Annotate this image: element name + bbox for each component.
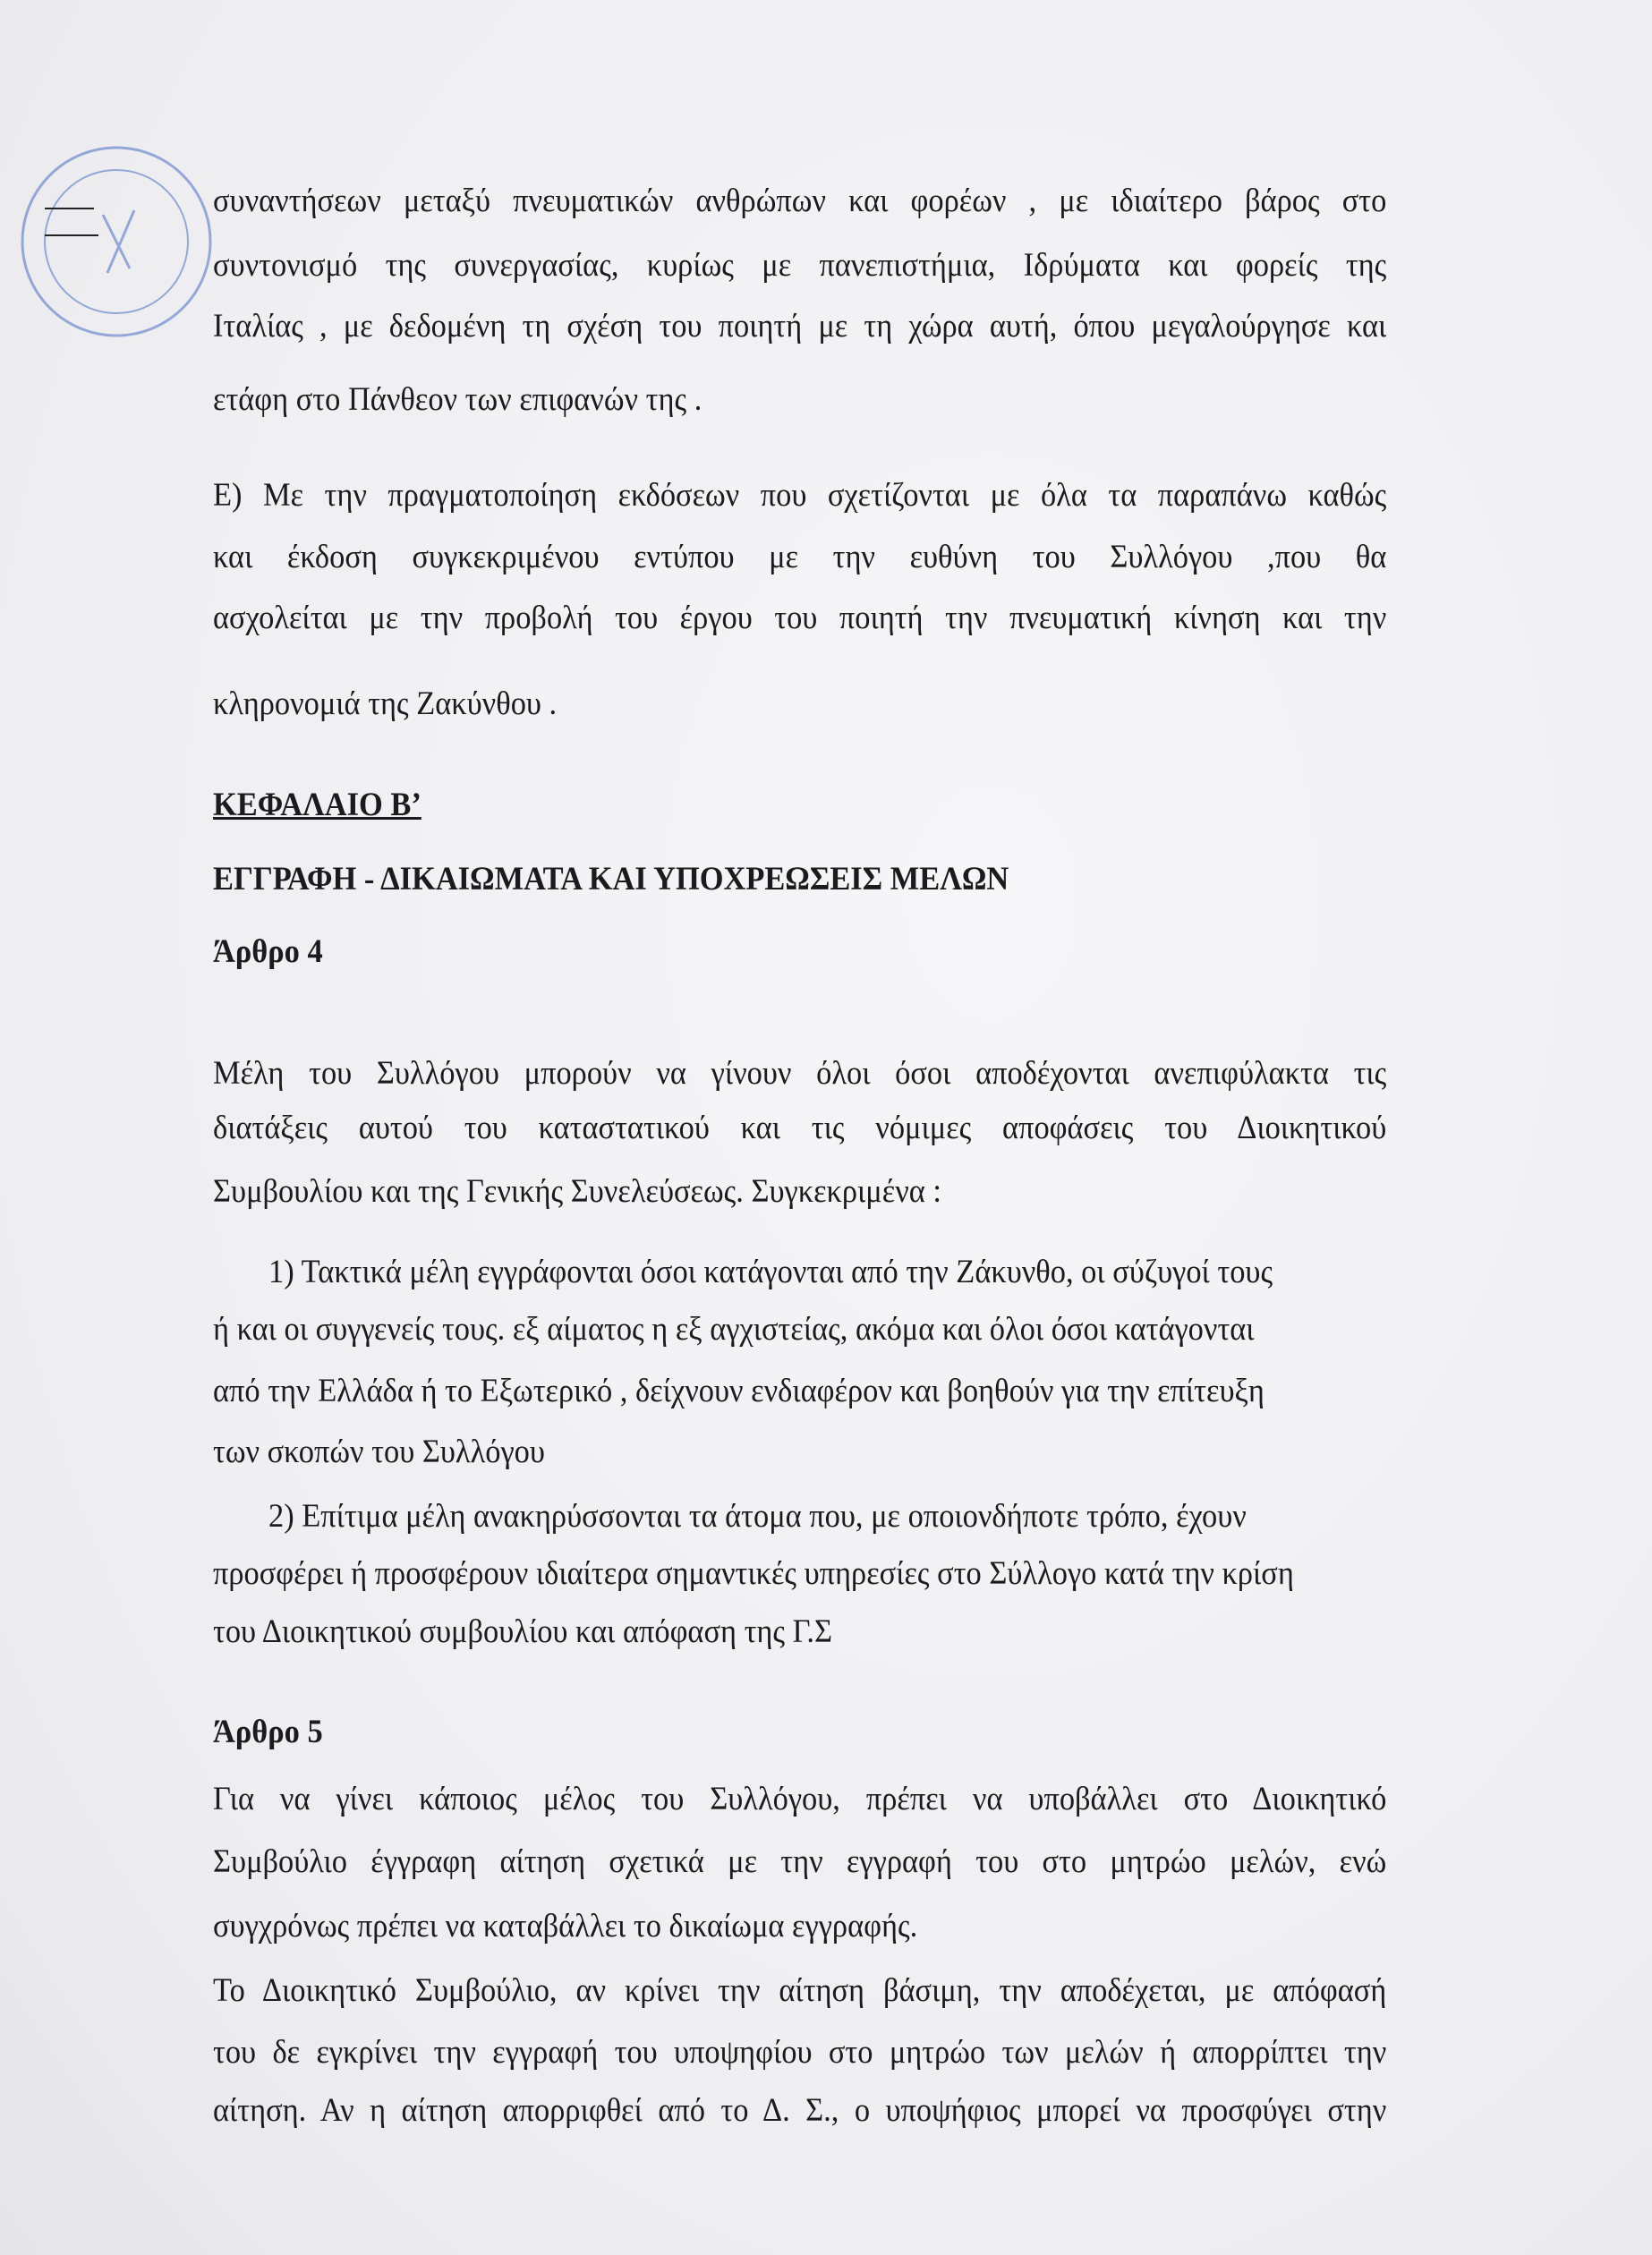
article-line: Συμβούλιο έγγραφη αίτηση σχετικά με την εγγραφή του στο μητρώο μελών, ενώ <box>213 1843 1387 1880</box>
article-line: του δε εγκρίνει την εγγραφή του υποψηφίου στο μητρώο των μελών ή απορρίπτει την <box>213 2034 1387 2071</box>
paragraph-line: κληρονομιά της Ζακύνθου . <box>213 685 558 722</box>
article-line: Μέλη του Συλλόγου μπορούν να γίνουν όλοι όσοι αποδέχονται ανεπιφύλακτα τις <box>213 1055 1387 1092</box>
article-line: ή και οι συγγενείς τους. εξ αίματος η εξ αγχιστείας, ακόμα και όλοι όσοι κατάγονται <box>213 1311 1255 1348</box>
paragraph-line: Ε) Με την πραγματοποίηση εκδόσεων που σχετίζονται με όλα τα παραπάνω καθώς <box>213 477 1387 514</box>
article-line: του Διοικητικού συμβουλίου και απόφαση της Γ.Σ <box>213 1613 833 1650</box>
paragraph-line: και έκδοση συγκεκριμένου εντύπου με την ευθύνη του Συλλόγου ,που θα <box>213 539 1387 575</box>
article-line: προσφέρει ή προσφέρουν ιδιαίτερα σημαντικές υπηρεσίες στο Σύλλογο κατά την κρίση <box>213 1555 1294 1592</box>
article-line: διατάξεις αυτού του καταστατικού και τις νόμιμες αποφάσεις του Διοικητικού <box>213 1110 1387 1146</box>
chapter-title: ΚΕΦΑΛΑΙΟ Β’ <box>213 787 422 823</box>
article-5-heading: Άρθρο 5 <box>213 1714 323 1750</box>
paragraph-line: ασχολείται με την προβολή του έργου του ποιητή την πνευματική κίνηση και την <box>213 600 1387 636</box>
margin-mark <box>45 208 94 209</box>
article-line: Το Διοικητικό Συμβούλιο, αν κρίνει την αίτηση βάσιμη, την αποδέχεται, με απόφασή <box>213 1972 1387 2009</box>
paragraph-line: συντονισμό της συνεργασίας, κυρίως με πανεπιστήμια, Ιδρύματα και φορείς της <box>213 247 1387 284</box>
margin-mark <box>45 234 98 236</box>
article-4-heading: Άρθρο 4 <box>213 933 323 970</box>
article-line: Για να γίνει κάποιος μέλος του Συλλόγου, πρέπει να υποβάλλει στο Διοικητικό <box>213 1781 1387 1817</box>
list-item-1: 1) Τακτικά μέλη εγγράφονται όσοι κατάγονται από την Ζάκυνθο, οι σύζυγοί τους <box>268 1254 1273 1290</box>
paragraph-line: συναντήσεων μεταξύ πνευματικών ανθρώπων και φορέων , με ιδιαίτερο βάρος στο <box>213 183 1387 219</box>
article-line: των σκοπών του Συλλόγου <box>213 1434 545 1470</box>
article-line: από την Ελλάδα ή το Εξωτερικό , δείχνουν ενδιαφέρον και βοηθούν για την επίτευξη <box>213 1373 1265 1409</box>
paragraph-line: Ιταλίας , με δεδομένη τη σχέση του ποιητή με τη χώρα αυτή, όπου μεγαλούργησε και <box>213 308 1387 345</box>
article-line: Συμβουλίου και της Γενικής Συνελεύσεως. Συγκεκριμένα : <box>213 1173 941 1210</box>
chapter-subtitle: ΕΓΓΡΑΦΗ - ΔΙΚΑΙΩΜΑΤΑ ΚΑΙ ΥΠΟΧΡΕΩΣΕΙΣ ΜΕΛΩΝ <box>213 861 1009 898</box>
paragraph-line: ετάφη στο Πάνθεον των επιφανών της . <box>213 381 703 418</box>
article-line: αίτηση. Αν η αίτηση απορριφθεί από το Δ. Σ., ο υποψήφιος μπορεί να προσφύγει στην <box>213 2092 1387 2129</box>
list-item-2: 2) Επίτιμα μέλη ανακηρύσσονται τα άτομα που, με οποιονδήποτε τρόπο, έχουν <box>268 1498 1247 1535</box>
article-line: συγχρόνως πρέπει να καταβάλλει το δικαίωμα εγγραφής. <box>213 1908 918 1944</box>
